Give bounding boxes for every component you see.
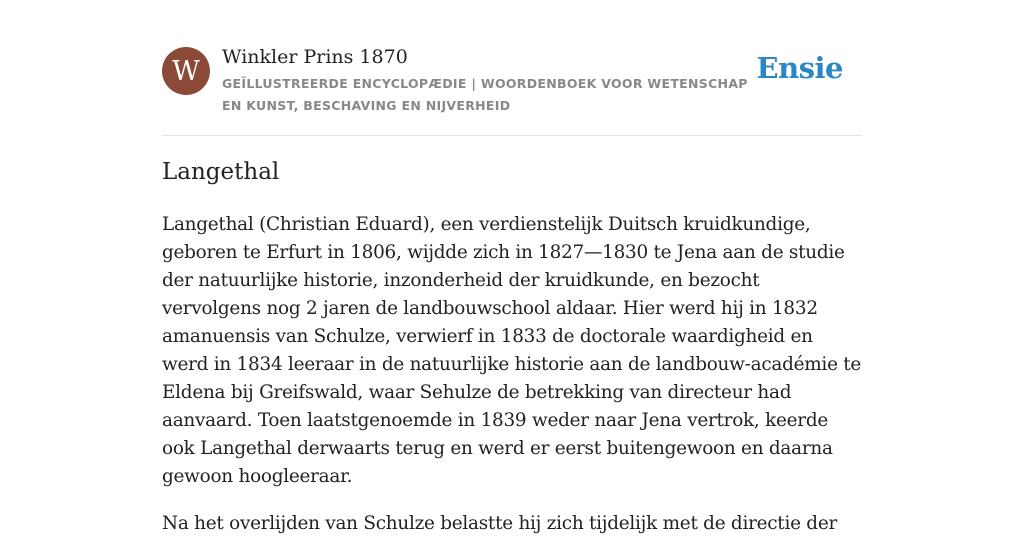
source-subtitle: GEÏLLUSTREERDE ENCYCLOPÆDIE | WOORDENBOEK VOOR WETENSCHAP EN KUNST, BESCHAVING EN NIJVERHEID [222, 76, 748, 113]
article-paragraph: Langethal (Christian Eduard), een verdienstelijk Duitsch kruidkundige, geboren te Erfurt in 1806, wijdde zich in 1827—1830 te Jena aan de studie der natuurlijke historie, inzonderheid der kruidkunde, en bezocht vervolgens nog 2 jaren de landbouwschool aldaar. Hier werd hij in 1832 amanuensis van Schulze, verwierf in 1833 de doctorale waardigheid en werd in 1834 leeraar in de natuurlijke historie aan de landbouw-académie te Eldena bij Greifswald, waar Sehulze de betrekking van directeur had aanvaard. Toen laatstgenoemde in 1839 weder naar Jena vertrok, keerde ook Langethal derwaarts terug en werd er eerst buitengewoon en daarna gewoon hoogleeraar. [162, 214, 862, 487]
article-paragraph: Na het overlijden van Schulze belastte hij zich tijdelijk met de directie der [162, 513, 838, 534]
source-header [162, 46, 862, 116]
ensie-logo-link[interactable]: Ensie [756, 51, 843, 85]
source-avatar [162, 47, 210, 95]
avatar-letter: W [172, 55, 200, 87]
page [162, 0, 862, 534]
article-title: Langethal [162, 159, 280, 185]
header-divider [162, 135, 862, 136]
source-title[interactable]: Winkler Prins 1870 [222, 46, 408, 68]
article-body [162, 211, 862, 557]
